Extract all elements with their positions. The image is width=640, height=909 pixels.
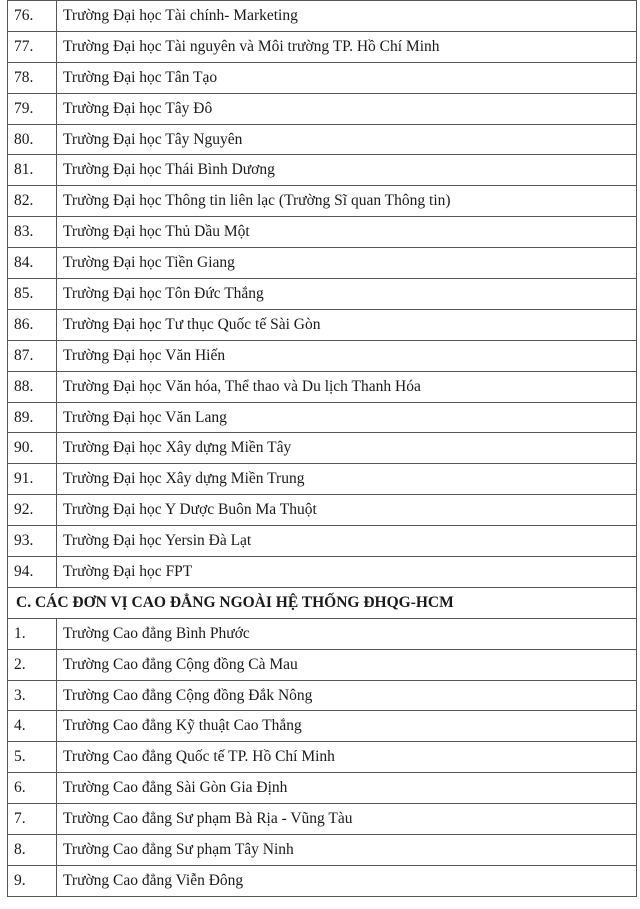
institution-name: Trường Đại học Tiền Giang: [57, 248, 637, 279]
institution-name: Trường Cao đẳng Cộng đồng Cà Mau: [57, 649, 637, 680]
row-number: 3.: [8, 680, 57, 711]
row-number: 93.: [8, 526, 57, 557]
institution-name: Trường Cao đẳng Quốc tế TP. Hồ Chí Minh: [57, 742, 637, 773]
table-row: [8, 217, 637, 248]
table-row: [8, 31, 637, 62]
table-row: [8, 340, 637, 371]
table-row: [8, 1, 637, 32]
institution-name: Trường Đại học Thủ Dầu Một: [57, 217, 637, 248]
table-row: [8, 93, 637, 124]
table-row: [8, 495, 637, 526]
institution-name: Trường Cao đẳng Sư phạm Bà Rịa - Vũng Tàu: [57, 804, 637, 835]
row-number: 80.: [8, 124, 57, 155]
table-row: [8, 309, 637, 340]
row-number: 1.: [8, 618, 57, 649]
row-number: 79.: [8, 93, 57, 124]
table-row: [8, 711, 637, 742]
institution-name: Trường Đại học Tài nguyên và Môi trường TP. Hồ Chí Minh: [57, 31, 637, 62]
row-number: 78.: [8, 62, 57, 93]
institution-name: Trường Đại học Tư thục Quốc tế Sài Gòn: [57, 309, 637, 340]
table-row: [8, 186, 637, 217]
row-number: 6.: [8, 773, 57, 804]
institution-name: Trường Đại học Thái Bình Dương: [57, 155, 637, 186]
table-row: [8, 804, 637, 835]
row-number: 82.: [8, 186, 57, 217]
institution-name: Trường Đại học Tân Tạo: [57, 62, 637, 93]
institution-name: Trường Đại học Tây Nguyên: [57, 124, 637, 155]
table-row: [8, 618, 637, 649]
row-number: 88.: [8, 371, 57, 402]
row-number: 5.: [8, 742, 57, 773]
row-number: 9.: [8, 865, 57, 896]
institution-name: Trường Đại học Xây dựng Miền Trung: [57, 464, 637, 495]
table-row: [8, 124, 637, 155]
row-number: 87.: [8, 340, 57, 371]
institution-name: Trường Đại học Tôn Đức Thắng: [57, 279, 637, 310]
row-number: 92.: [8, 495, 57, 526]
institution-name: Trường Cao đẳng Kỹ thuật Cao Thắng: [57, 711, 637, 742]
row-number: 7.: [8, 804, 57, 835]
institution-name: Trường Đại học Văn Hiến: [57, 340, 637, 371]
row-number: 8.: [8, 835, 57, 866]
table-row: [8, 433, 637, 464]
row-number: 4.: [8, 711, 57, 742]
institution-name: Trường Cao đẳng Sài Gòn Gia Định: [57, 773, 637, 804]
institution-name: Trường Đại học Xây dựng Miền Tây: [57, 433, 637, 464]
row-number: 76.: [8, 1, 57, 32]
table-row: [8, 402, 637, 433]
institution-name: Trường Đại học Yersin Đà Lạt: [57, 526, 637, 557]
row-number: 83.: [8, 217, 57, 248]
row-number: 91.: [8, 464, 57, 495]
row-number: 84.: [8, 248, 57, 279]
table-row: [8, 557, 637, 588]
row-number: 81.: [8, 155, 57, 186]
row-number: 85.: [8, 279, 57, 310]
institution-name: Trường Đại học Y Dược Buôn Ma Thuột: [57, 495, 637, 526]
row-number: 90.: [8, 433, 57, 464]
table-row: [8, 279, 637, 310]
institution-name: Trường Cao đẳng Cộng đồng Đắk Nông: [57, 680, 637, 711]
institution-table: [7, 0, 637, 897]
table-row: [8, 742, 637, 773]
table-row: [8, 649, 637, 680]
table-row: [8, 248, 637, 279]
institution-name: Trường Cao đẳng Sư phạm Tây Ninh: [57, 835, 637, 866]
institution-name: Trường Cao đẳng Viễn Đông: [57, 865, 637, 896]
table-row: [8, 680, 637, 711]
section-heading-row: [8, 587, 637, 618]
institution-name: Trường Cao đẳng Bình Phước: [57, 618, 637, 649]
table-row: [8, 464, 637, 495]
table-row: [8, 773, 637, 804]
table-row: [8, 835, 637, 866]
row-number: 77.: [8, 31, 57, 62]
row-number: 89.: [8, 402, 57, 433]
institution-name: Trường Đại học Văn Lang: [57, 402, 637, 433]
row-number: 94.: [8, 557, 57, 588]
institution-name: Trường Đại học Tây Đô: [57, 93, 637, 124]
institution-name: Trường Đại học Tài chính- Marketing: [57, 1, 637, 32]
table-row: [8, 371, 637, 402]
table-row: [8, 155, 637, 186]
institution-name: Trường Đại học FPT: [57, 557, 637, 588]
row-number: 86.: [8, 309, 57, 340]
institution-name: Trường Đại học Văn hóa, Thể thao và Du lịch Thanh Hóa: [57, 371, 637, 402]
table-row: [8, 62, 637, 93]
row-number: 2.: [8, 649, 57, 680]
table-row: [8, 865, 637, 896]
section-c-heading: C. CÁC ĐƠN VỊ CAO ĐẲNG NGOÀI HỆ THỐNG ĐHQG-HCM: [8, 587, 637, 618]
institution-name: Trường Đại học Thông tin liên lạc (Trường Sĩ quan Thông tin): [57, 186, 637, 217]
table-row: [8, 526, 637, 557]
